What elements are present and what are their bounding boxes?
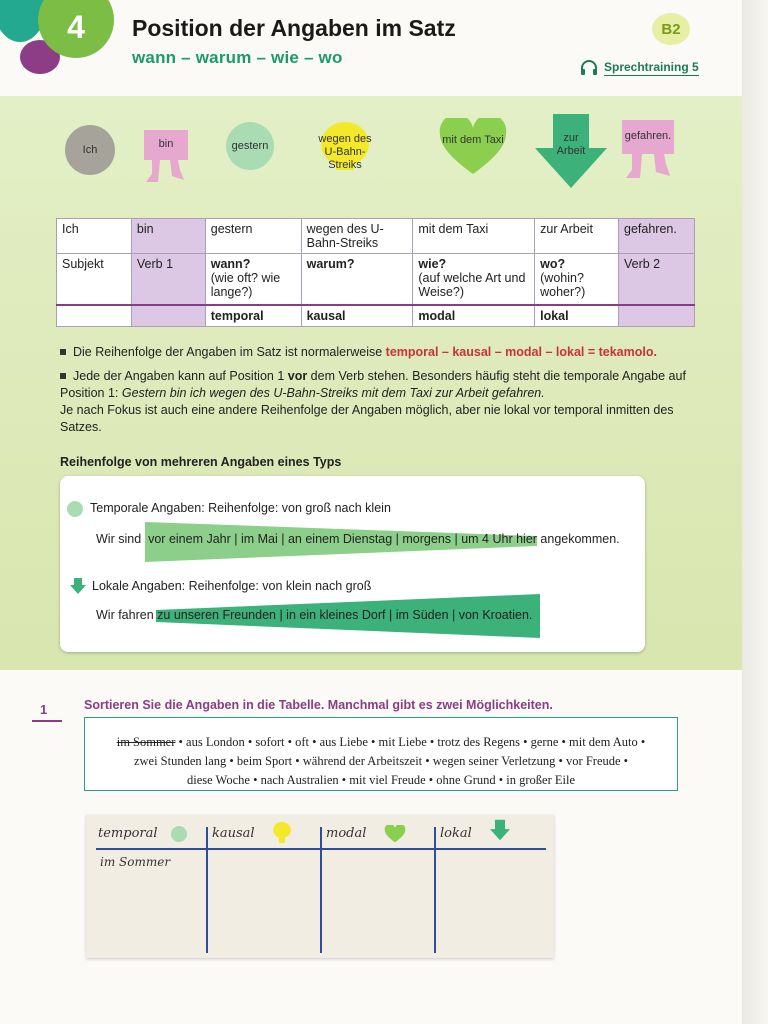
table-cell: wegen des U-Bahn-Streiks	[301, 219, 413, 254]
column-divider	[206, 827, 208, 953]
table-cell	[413, 254, 535, 306]
shape-temporal-label: gestern	[231, 139, 269, 152]
column-header-modal: modal	[326, 826, 367, 841]
chapter-number: 4	[38, 0, 114, 58]
page-subtitle: wann – warum – wie – wo	[132, 48, 343, 67]
word-bank	[84, 717, 678, 791]
example-adverbials: zu unseren Freunden | in ein kleines Dorf | im Süden | von Kroatien.	[157, 608, 533, 622]
rule-emphasis: vor	[287, 369, 308, 383]
table-cell: kausal	[301, 305, 413, 327]
shape-temporal	[226, 122, 274, 170]
section-title: Reihenfolge von mehreren Angaben eines Typs	[60, 455, 342, 469]
heart-icon	[384, 825, 406, 843]
page-title: Position der Angaben im Satz	[132, 15, 456, 41]
temporal-example	[96, 532, 620, 546]
rule-order	[60, 344, 700, 361]
table-cell: temporal	[205, 305, 301, 327]
task-number-underline	[32, 720, 62, 722]
shape-verb1	[144, 130, 188, 186]
page-binding-shadow	[742, 0, 768, 1024]
table-cell: mit dem Taxi	[413, 219, 535, 254]
shape-subject-label: Ich	[82, 143, 98, 156]
rule-text: Jede der Angaben kann auf Position 1	[73, 369, 288, 383]
lokal-example	[96, 608, 532, 622]
tekamolo-formula: temporal – kausal – modal – lokal = tekamolo.	[385, 345, 657, 359]
table-cell: Subjekt	[57, 254, 132, 306]
example-adverbials: vor einem Jahr | im Mai | an einem Dienstag | morgens | um 4 Uhr	[148, 532, 513, 546]
rule-position	[60, 368, 700, 436]
shape-kausal-label: wegen des U-Bahn-Streiks	[318, 132, 372, 171]
table-cell: Verb 2	[619, 254, 695, 306]
rule-example: Gestern bin ich wegen des U-Bahn-Streiks mit dem Taxi zur Arbeit gefahren.	[121, 386, 545, 400]
shape-verb1-label: bin	[158, 137, 174, 150]
example-text: Wir fahren	[96, 608, 154, 622]
column-divider	[320, 827, 322, 953]
example-text: hier angekommen.	[516, 532, 620, 546]
shape-lokal	[535, 114, 607, 188]
shape-modal	[438, 118, 508, 176]
question-hint: (auf welche Art und Weise?)	[418, 271, 526, 299]
table-cell: gestern	[205, 219, 301, 254]
clock-circle-icon	[66, 500, 84, 518]
table-cell	[131, 305, 205, 327]
rule-text: Die Reihenfolge der Angaben im Satz ist normalerweise	[73, 345, 386, 359]
table-row	[57, 219, 695, 254]
lokal-rule-label: Lokale Angaben: Reihenfolge: von klein nach groß	[92, 579, 372, 593]
table-row	[57, 254, 695, 306]
column-header-lokal: lokal	[440, 826, 472, 841]
shape-modal-label: mit dem Taxi	[442, 133, 504, 146]
table-cell: Verb 1	[131, 254, 205, 306]
task-title: Sortieren Sie die Angaben in die Tabelle. Manchmal gibt es zwei Möglichkeiten.	[84, 698, 553, 712]
bullet-icon	[60, 349, 66, 355]
shape-kausal	[318, 120, 372, 190]
task-number: 1	[40, 702, 48, 717]
arrow-down-icon	[70, 578, 86, 594]
clock-circle-icon	[170, 825, 188, 843]
shape-verb2-label: gefahren.	[624, 129, 672, 142]
table-cell	[57, 305, 132, 327]
table-cell	[535, 254, 619, 306]
sentence-shapes	[60, 110, 700, 200]
sentence-structure-table	[56, 218, 695, 327]
table-cell: gefahren.	[619, 219, 695, 254]
word-struck: im Sommer	[116, 735, 176, 749]
rule-text: Je nach Fokus ist auch eine andere Reihenfolge der Angaben möglich, aber nie lokal vor temporal inmitten des Satzes.	[60, 403, 674, 434]
headphones-icon[interactable]	[580, 60, 598, 76]
table-cell	[205, 254, 301, 306]
rule-text: dem Verb stehen. Besonders häufig steht die temporale Angabe auf Position 1:	[60, 369, 686, 400]
level-badge: B2	[652, 13, 690, 45]
question-wo: wo?	[540, 257, 566, 271]
column-divider	[434, 827, 436, 953]
question-hint: (wie oft? wie lange?)	[210, 271, 281, 299]
column-header-temporal: temporal	[98, 826, 158, 841]
word-line-1: • aus London • sofort • oft • aus Liebe • mit Liebe • trotz des Regens • gerne • mit dem Auto •	[175, 735, 646, 749]
table-cell: bin	[131, 219, 205, 254]
handwritten-entry: im Sommer	[100, 855, 171, 869]
table-cell: modal	[413, 305, 535, 327]
lightbulb-icon	[272, 821, 292, 845]
bullet-icon	[60, 373, 66, 379]
word-line-2: zwei Stunden lang • beim Sport • während der Arbeitszeit • wegen seiner Verletzung • vor Freude •	[133, 754, 629, 768]
examples-box	[60, 476, 645, 652]
shape-lokal-label: zur Arbeit	[556, 132, 586, 157]
shape-verb2	[622, 120, 674, 182]
column-header-kausal: kausal	[212, 826, 255, 841]
table-cell	[619, 305, 695, 327]
answer-sheet	[86, 815, 554, 958]
table-row	[57, 305, 695, 327]
table-cell	[301, 254, 413, 306]
question-wie: wie?	[418, 257, 447, 271]
word-line-3: diese Woche • nach Australien • mit viel Freude • ohne Grund • in großer Eile	[186, 773, 576, 787]
audio-link[interactable]: Sprechtraining 5	[604, 60, 699, 74]
table-cell: lokal	[535, 305, 619, 327]
question-warum: warum?	[306, 257, 355, 271]
table-cell: Ich	[57, 219, 132, 254]
shape-subject	[65, 125, 115, 175]
arrow-down-icon	[490, 819, 510, 841]
example-text: Wir sind	[96, 532, 142, 546]
table-cell: zur Arbeit	[535, 219, 619, 254]
temporal-rule-label: Temporale Angaben: Reihenfolge: von groß nach klein	[90, 501, 391, 515]
question-hint: (wohin? woher?)	[540, 271, 586, 299]
question-wann: wann?	[210, 257, 251, 271]
